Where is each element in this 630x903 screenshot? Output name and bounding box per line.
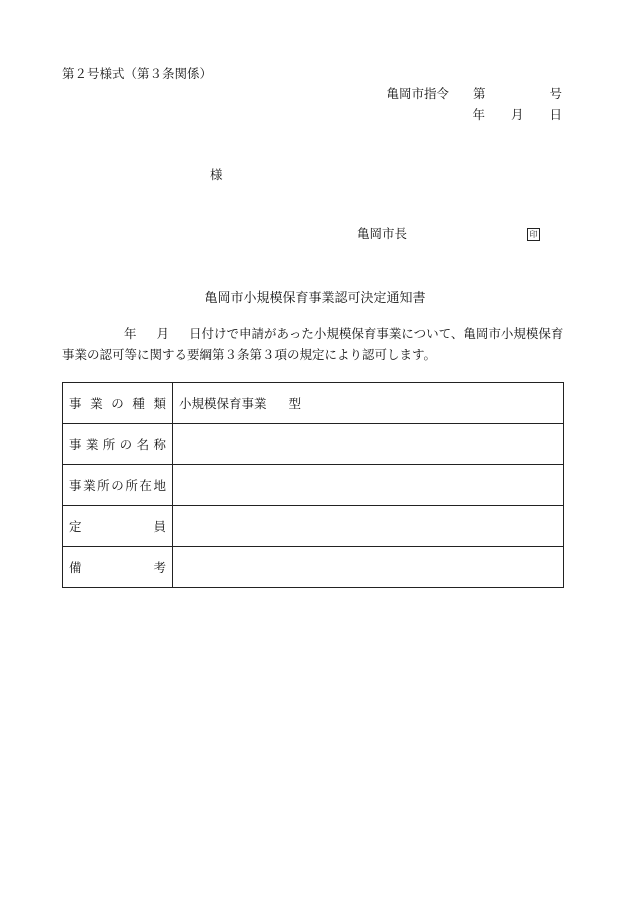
date-day: 日 — [549, 107, 562, 122]
label-char: の — [111, 396, 124, 411]
row-value-suffix: 型 — [288, 396, 302, 411]
mayor-signature — [357, 224, 540, 242]
form-number: 第２号様式（第３条関係） — [62, 66, 213, 81]
seal-icon: 印 — [527, 228, 540, 241]
table-row-business-type — [63, 383, 564, 424]
label-char: 地 — [153, 478, 166, 493]
label-char: 定 — [69, 519, 82, 534]
row-label-facility-name — [63, 424, 173, 465]
label-char: 所 — [125, 478, 138, 493]
row-value-text: 小規模保育事業 — [179, 396, 267, 411]
label-char: 類 — [153, 396, 166, 411]
body-month: 月 — [156, 326, 170, 341]
label-char: 名 — [136, 437, 150, 452]
label-char: 考 — [153, 560, 166, 575]
label-char: 称 — [153, 437, 166, 452]
label-char: 所 — [102, 437, 116, 452]
mayor-title: 亀岡市長 — [357, 226, 408, 241]
date-year: 年 — [472, 107, 485, 122]
label-char: 事 — [69, 396, 82, 411]
label-char: 事 — [69, 478, 82, 493]
date-month: 月 — [510, 107, 524, 122]
label-char: 員 — [153, 519, 166, 534]
row-value-facility-address — [173, 465, 564, 506]
row-value-remarks — [173, 547, 564, 588]
addressee-honorific: 様 — [210, 167, 223, 182]
row-value-business-type — [173, 383, 564, 424]
table-row-capacity — [63, 506, 564, 547]
body-year: 年 — [124, 326, 137, 341]
number-suffix: 号 — [549, 86, 562, 101]
table-row-remarks — [63, 547, 564, 588]
label-char: 備 — [69, 560, 82, 575]
issue-date — [472, 105, 562, 123]
row-label-business-type — [63, 383, 173, 424]
body-line-2: 事業の認可等に関する要綱第３条第３項の規定により認可します。 — [62, 347, 437, 362]
issuer-label: 亀岡市指令 — [386, 86, 449, 101]
label-char: の — [111, 478, 124, 493]
row-value-facility-name — [173, 424, 564, 465]
addressee — [210, 165, 223, 183]
label-char: 種 — [132, 396, 145, 411]
label-char: 業 — [83, 478, 96, 493]
number-prefix: 第 — [472, 86, 486, 101]
body-text — [62, 323, 567, 365]
label-char: 業 — [85, 437, 99, 452]
table-row-facility-address — [63, 465, 564, 506]
body-line-1 — [62, 323, 567, 344]
row-label-remarks — [63, 547, 173, 588]
label-char: 所 — [97, 478, 110, 493]
table-row-facility-name — [63, 424, 564, 465]
label-char: 業 — [90, 396, 103, 411]
label-char: の — [119, 437, 133, 452]
row-value-capacity — [173, 506, 564, 547]
row-label-capacity — [63, 506, 173, 547]
body-line-1-text: 日付けで申請があった小規模保育事業について、亀岡市小規模保育 — [189, 326, 564, 341]
label-char: 事 — [69, 437, 82, 452]
label-char: 在 — [139, 478, 152, 493]
document-title: 亀岡市小規模保育事業認可決定通知書 — [204, 291, 426, 306]
info-table — [62, 382, 564, 588]
row-label-facility-address — [63, 465, 173, 506]
document-number — [386, 84, 562, 102]
